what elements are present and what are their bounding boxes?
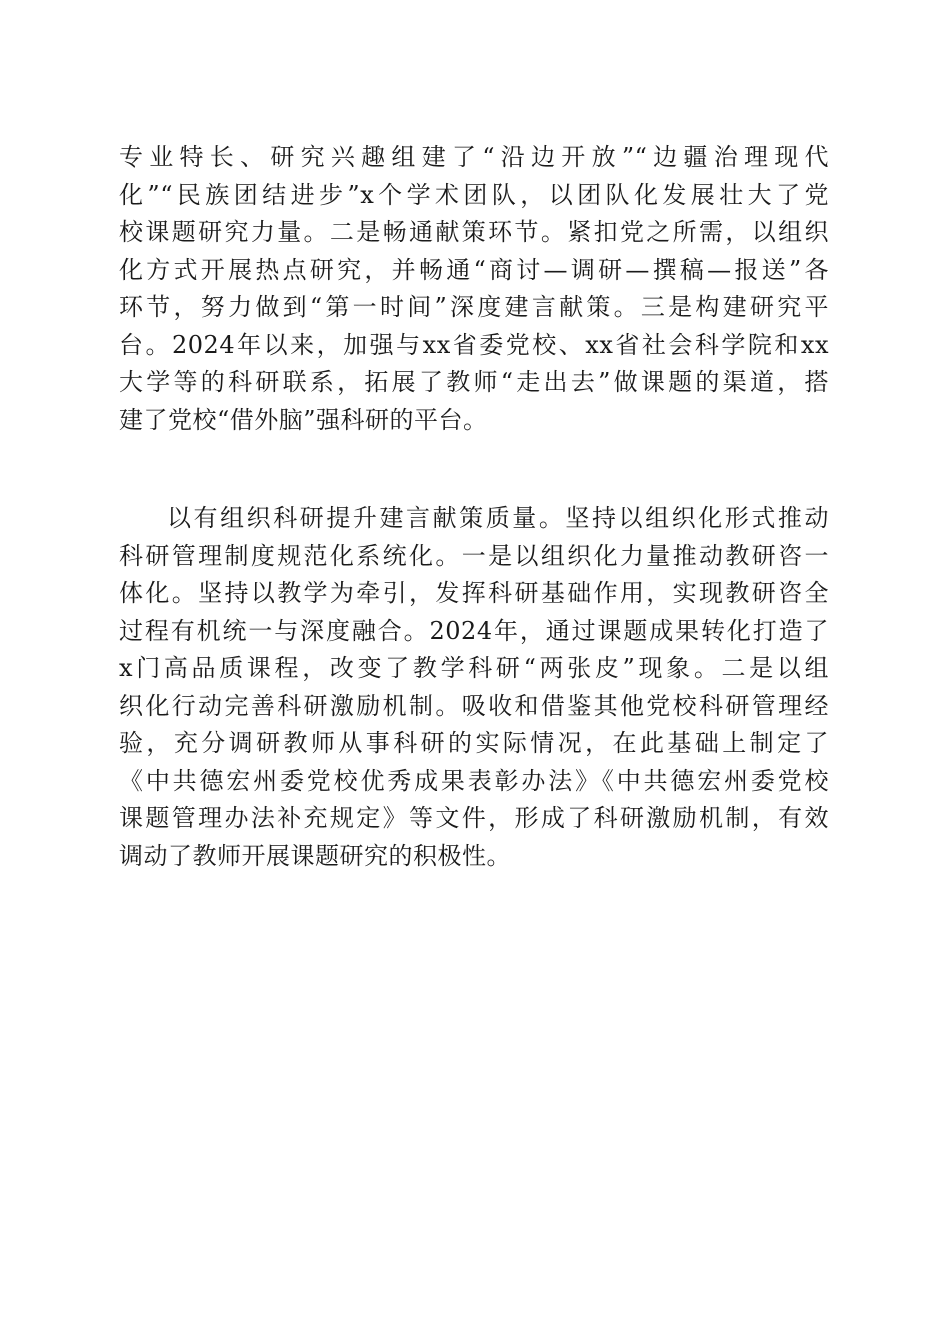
text-line: x门高品质课程，改变了教学科研“两张皮”现象。二是以组 — [119, 654, 829, 682]
text-line: 建了党校“借外脑”强科研的平台。 — [119, 405, 488, 434]
text-line: 环节，努力做到“第一时间”深度建言献策。三是构建研究平 — [119, 293, 829, 321]
text-line: 化”“民族团结进步”x个学术团队，以团队化发展壮大了党 — [119, 180, 829, 209]
text-line: 以有组织科研提升建言献策质量。坚持以组织化形式推动 — [167, 504, 829, 532]
text-line: 科研管理制度规范化系统化。一是以组织化力量推动教研咨一 — [119, 541, 829, 570]
text-line: 专业特长、研究兴趣组建了“沿边开放”“边疆治理现代 — [119, 143, 829, 171]
text-line: 化方式开展热点研究，并畅通“商讨—调研—撰稿—报送”各 — [119, 255, 829, 284]
text-line: 过程有机统一与深度融合。2024年，通过课题成果转化打造了 — [119, 616, 829, 645]
text-line: 织化行动完善科研激励机制。吸收和借鉴其他党校科研管理经 — [119, 691, 829, 720]
text-line: 课题管理办法补充规定》等文件，形成了科研激励机制，有效 — [119, 804, 829, 832]
text-line: 大学等的科研联系，拓展了教师“走出去”做课题的渠道，搭 — [119, 368, 829, 396]
text-line: 台。2024年以来，加强与xx省委党校、xx省社会科学院和xx — [119, 330, 829, 359]
paragraph-1 — [119, 139, 829, 439]
text-line: 验，充分调研教师从事科研的实际情况，在此基础上制定了 — [119, 729, 829, 757]
text-line: 调动了教师开展课题研究的积极性。 — [119, 841, 511, 870]
text-line: 《中共德宏州委党校优秀成果表彰办法》《中共德宏州委党校 — [119, 766, 829, 795]
text-line: 校课题研究力量。二是畅通献策环节。紧扣党之所需，以组织 — [119, 218, 829, 246]
paragraph-2 — [119, 500, 829, 875]
text-line: 体化。坚持以教学为牵引，发挥科研基础作用，实现教研咨全 — [119, 579, 829, 607]
